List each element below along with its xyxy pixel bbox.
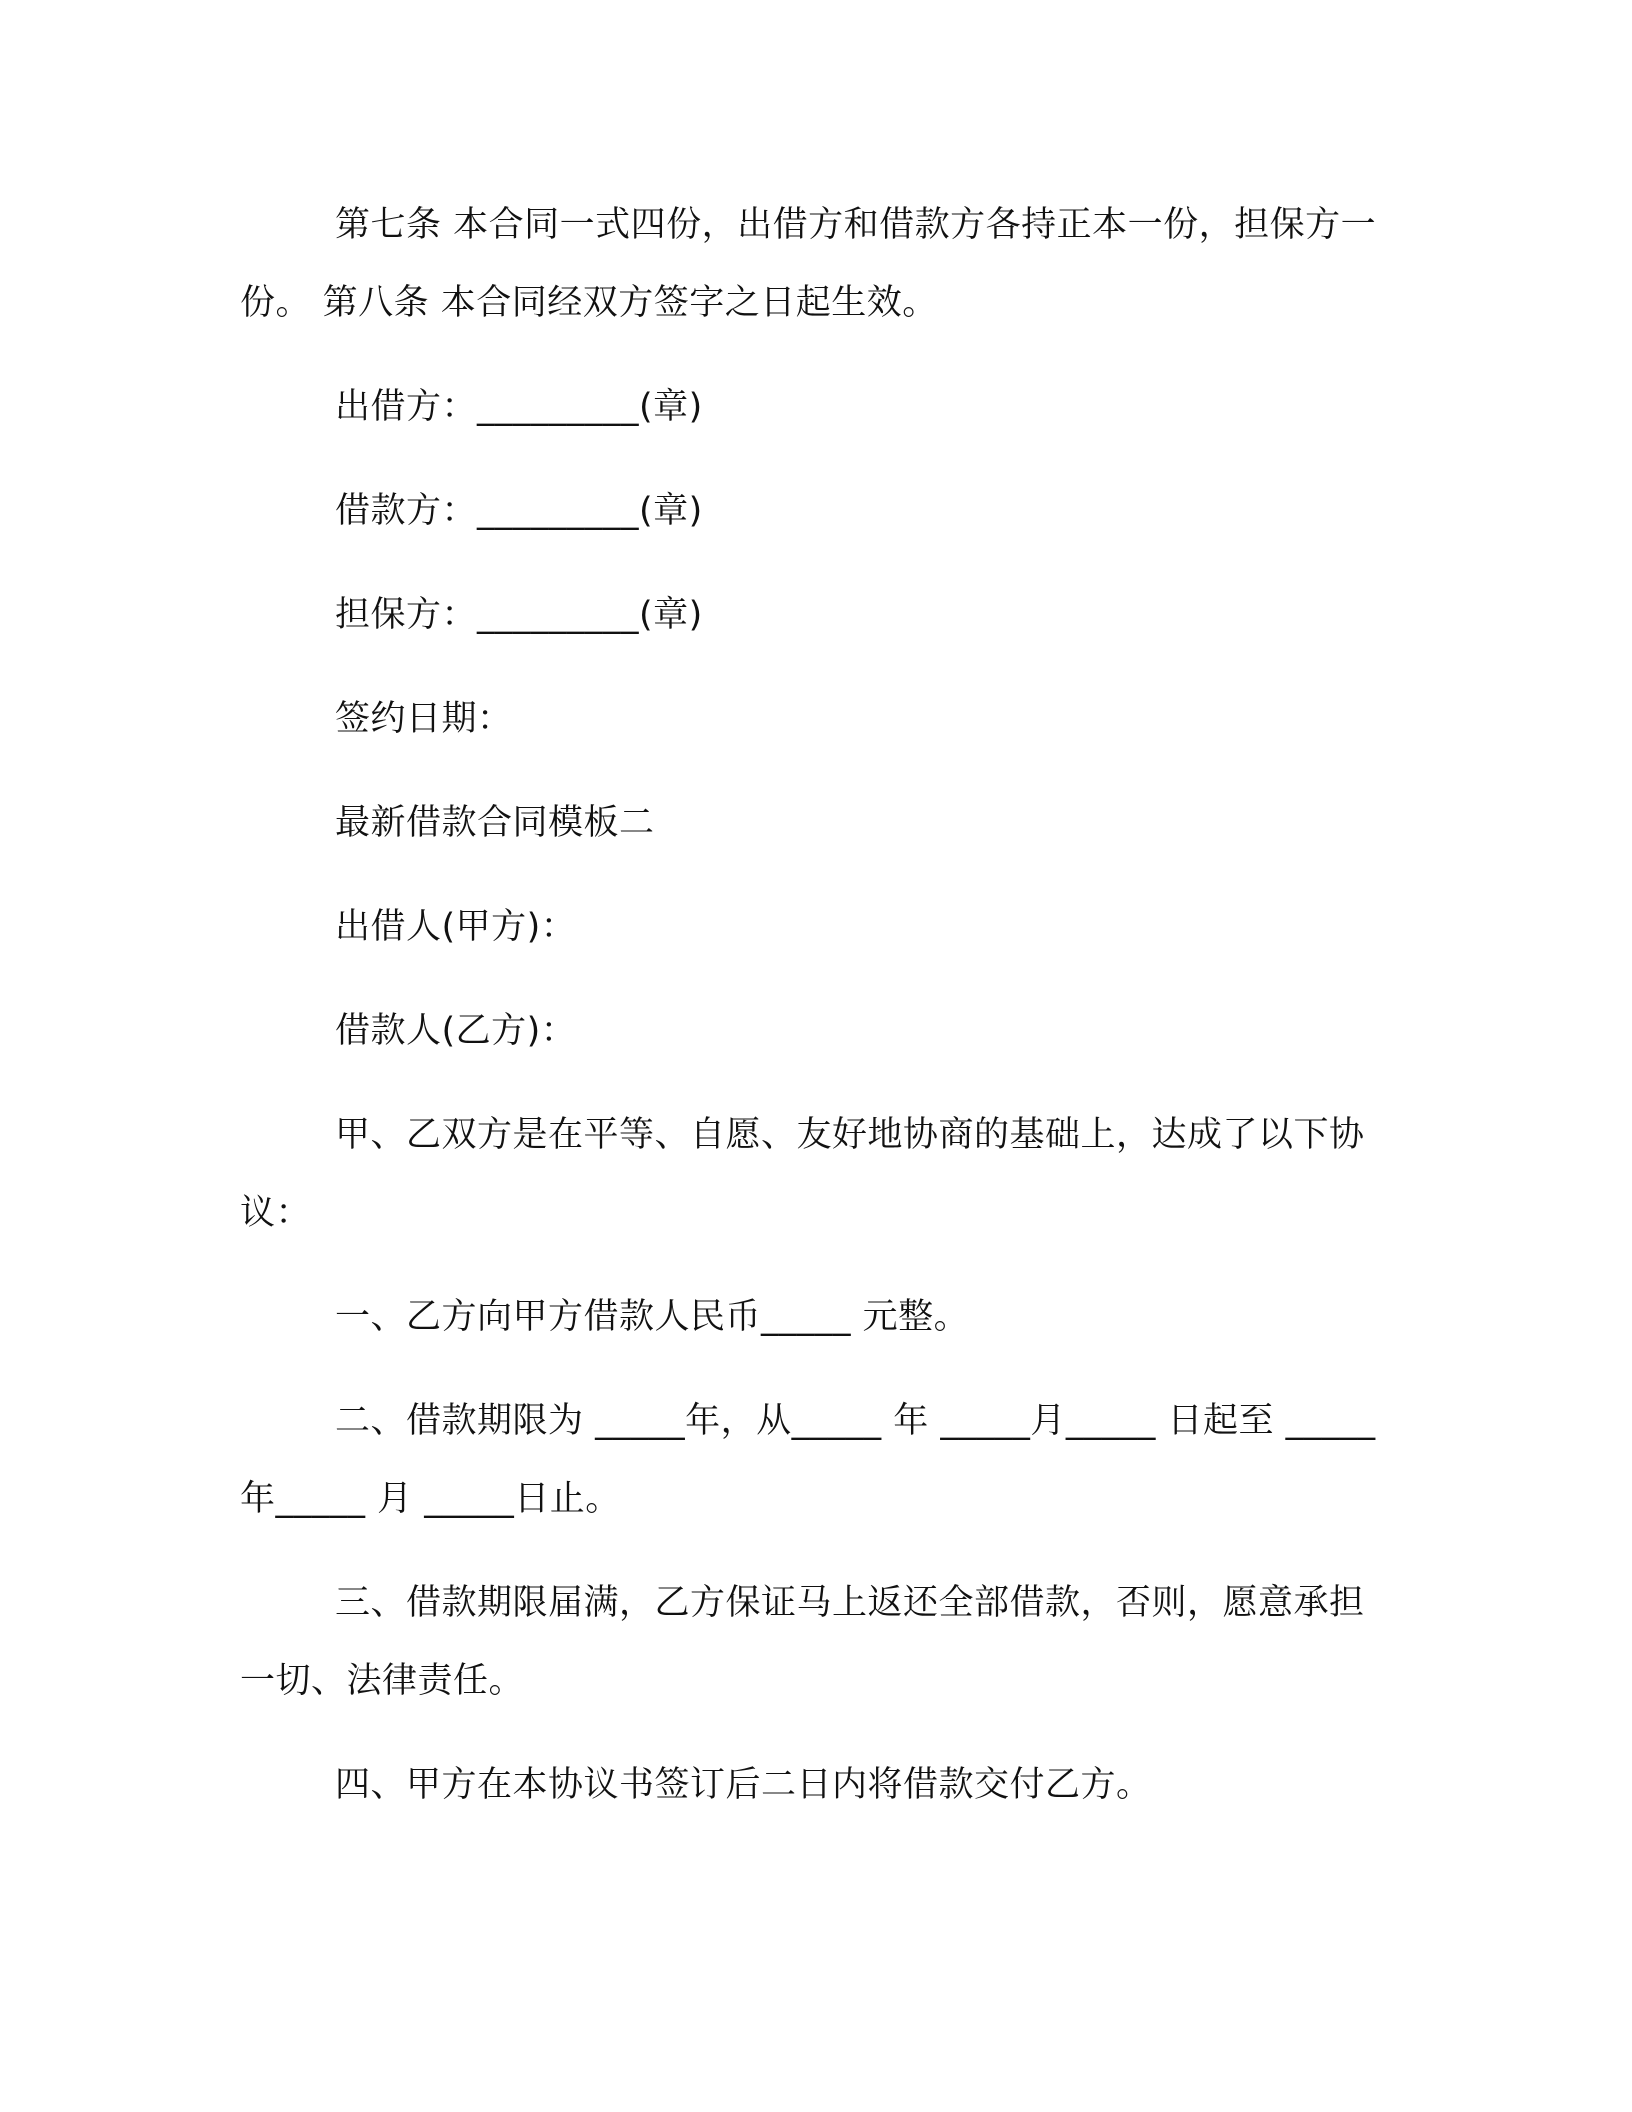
signing-date-line: 签约日期：: [335, 699, 513, 739]
borrower-signature-line: 借款方：_________(章): [335, 491, 703, 531]
clause-4-delivery: 四、甲方在本协议书签订后二日内将借款交付乙方。: [335, 1765, 1152, 1805]
agreement-preamble: 甲、乙双方是在平等、自愿、友好地协商的基础上，达成了以下协议：: [240, 1115, 1365, 1233]
clause-7-8-paragraph: 第七条 本合同一式四份，出借方和借款方各持正本一份，担保方一份。 第八条 本合同经双方签字之日起生效。: [240, 205, 1377, 323]
clause-3-repayment: 三、借款期限届满，乙方保证马上返还全部借款，否则，愿意承担一切、法律责任。: [240, 1583, 1365, 1701]
lender-party-a-line: 出借人(甲方)：: [335, 907, 577, 947]
guarantor-signature-line: 担保方：_________(章): [335, 595, 703, 635]
template-two-title: 最新借款合同模板二: [335, 803, 655, 843]
clause-1-amount: 一、乙方向甲方借款人民币_____ 元整。: [335, 1297, 970, 1337]
lender-signature-line: 出借方：_________(章): [335, 387, 703, 427]
document-body: [240, 186, 1384, 1824]
borrower-party-b-line: 借款人(乙方)：: [335, 1011, 577, 1051]
clause-2-term: 二、借款期限为 _____年，从_____ 年 _____月_____ 日起至 _____ 年_____ 月 _____日止。: [240, 1401, 1376, 1519]
